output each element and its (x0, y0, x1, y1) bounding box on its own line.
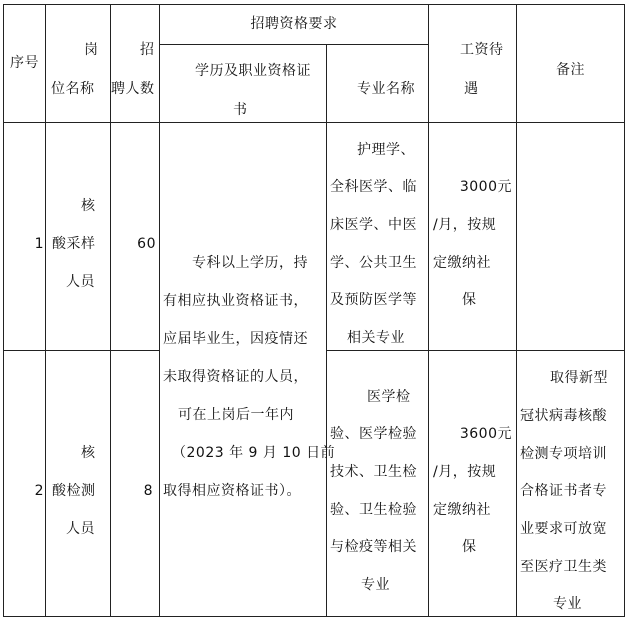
row-1-position-line2: 酸采样 (52, 236, 96, 252)
header-divider (3, 122, 624, 123)
row-2-salary-line1: 3600元 (459, 426, 512, 442)
header-education-line1: 学历及职业资格证 (195, 63, 311, 79)
row-2-remarks-line4: 合格证书者专 (520, 483, 607, 499)
row-1-major-line1: 护理学、 (357, 142, 415, 158)
education-line1: 专科以上学历，持 (192, 255, 308, 271)
row-2-remarks-line5: 业要求可放宽 (520, 521, 607, 537)
header-education-line2: 书 (233, 102, 248, 118)
row-1-major-line2: 全科医学、临 (330, 179, 417, 195)
header-count-line1: 招 (140, 42, 155, 58)
row-1-position-line1: 核 (81, 198, 96, 214)
row-1-count: 60 (137, 236, 156, 252)
header-requirements: 招聘资格要求 (250, 16, 338, 32)
education-line2: 有相应执业资格证书， (163, 293, 308, 309)
row-2-salary-line2: /月，按规 (433, 464, 497, 480)
row-2-salary-line3: 定缴纳社 (433, 502, 491, 518)
row-2-position-line2: 酸检测 (52, 483, 96, 499)
row-divider-left (3, 350, 159, 351)
col-divider-3 (159, 4, 160, 617)
header-remarks: 备注 (556, 62, 585, 78)
header-salary-line1: 工资待 (460, 42, 504, 58)
row-1-salary-line1: 3000元 (459, 179, 512, 195)
education-line7: 取得相应资格证书）。 (163, 483, 301, 499)
education-line4: 未取得资格证的人员， (163, 369, 308, 385)
row-2-remarks-line1: 取得新型 (550, 370, 608, 386)
row-2-major-line3: 技术、卫生检 (330, 464, 417, 480)
row-1-major-line4: 学、公共卫生 (330, 255, 417, 271)
education-line3: 应届毕业生，因疫情还 (163, 331, 308, 347)
row-2-remarks-line6: 至医疗卫生类 (520, 559, 607, 575)
row-1-position-line3: 人员 (66, 274, 95, 290)
row-2-major-line5: 与检疫等相关 (330, 539, 417, 555)
table-border-bottom (3, 616, 624, 617)
header-salary-line2: 遇 (464, 81, 479, 97)
row-2-remarks-line2: 冠状病毒核酸 (520, 408, 607, 424)
row-1-salary-line4: 保 (462, 292, 477, 308)
row-1-major-line6: 相关专业 (347, 330, 405, 346)
row-2-salary-line4: 保 (462, 539, 477, 555)
row-2-position-line1: 核 (81, 445, 96, 461)
header-position-line2: 位名称 (51, 81, 95, 97)
row-1-seq: 1 (34, 236, 44, 252)
header-seq: 序号 (10, 55, 39, 71)
subheader-divider (159, 44, 428, 45)
table-border-left (3, 4, 4, 617)
header-count-line2: 聘人数 (111, 81, 155, 97)
row-2-major-line2: 验、医学检验 (330, 426, 417, 442)
table-border-top (3, 4, 624, 5)
header-position-line1: 岗 (84, 42, 99, 58)
table-border-right (624, 4, 625, 617)
row-2-position-line3: 人员 (66, 521, 95, 537)
col-divider-4 (326, 44, 327, 617)
col-divider-5 (428, 4, 429, 617)
col-divider-6 (516, 4, 517, 617)
row-1-major-line5: 及预防医学等 (330, 292, 417, 308)
row-2-major-line1: 医学检 (367, 389, 411, 405)
col-divider-1 (45, 4, 46, 617)
row-1-salary-line2: /月，按规 (433, 217, 497, 233)
education-line5: 可在上岗后一年内 (178, 407, 294, 423)
row-2-major-line6: 专业 (361, 577, 390, 593)
header-major: 专业名称 (357, 81, 415, 97)
row-2-seq: 2 (34, 483, 44, 499)
row-1-major-line3: 床医学、中医 (330, 217, 417, 233)
row-2-remarks-line7: 专业 (553, 596, 582, 612)
row-2-count: 8 (143, 483, 153, 499)
row-2-remarks-line3: 检测专项培训 (520, 446, 607, 462)
education-line6: （2023 年 9 月 10 日前 (172, 445, 336, 461)
row-2-major-line4: 验、卫生检验 (330, 502, 417, 518)
row-1-salary-line3: 定缴纳社 (433, 255, 491, 271)
